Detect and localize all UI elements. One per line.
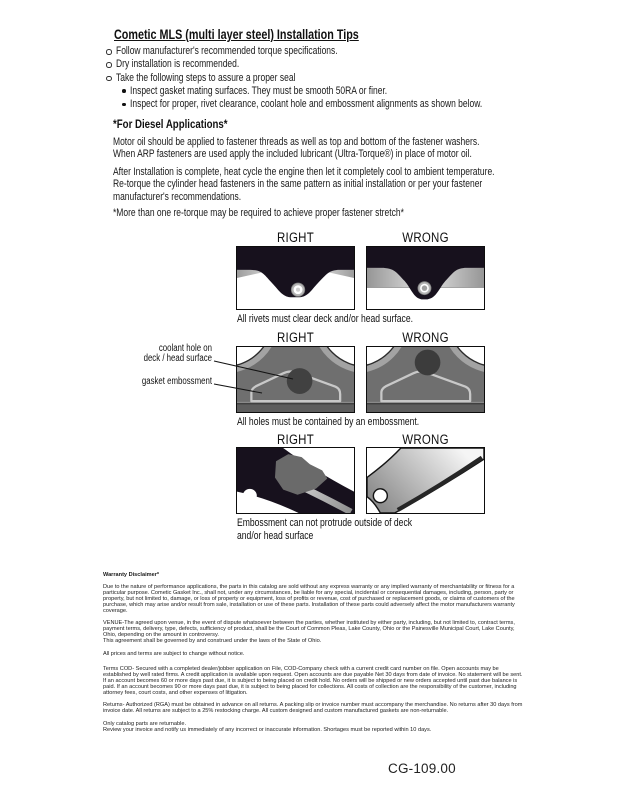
embossment-protrusion-right-diagram bbox=[237, 448, 354, 513]
figure3-wrong-panel bbox=[366, 447, 485, 514]
list-item bbox=[122, 85, 581, 98]
figure2-wrong-label: WRONG bbox=[402, 330, 449, 345]
bullet-text: Follow manufacturer's recommended torque specifications. bbox=[115, 45, 338, 57]
disclaimer-paragraph: Returns- Authorized (RGA) must be obtained in advance on all returns. A packing slip or invoice number must accompany the merchandise. No returns after 30 days from invoice date. All returns are subject to a 25% restocking charge. All custom designed and custom manufactured gaskets are non-returnable. bbox=[103, 702, 523, 714]
open-bullet-icon bbox=[106, 62, 112, 68]
page-number: CG-109.00 bbox=[388, 761, 456, 776]
list-item bbox=[106, 45, 581, 58]
annotation-line: deck / head surface bbox=[143, 353, 212, 365]
warranty-disclaimer bbox=[103, 572, 523, 739]
list-item bbox=[106, 58, 581, 71]
diesel-paragraph-2: After Installation is complete, heat cycle the engine then let it completely cool to ambient temperature. Re-torque the cylinder head fasteners in the same pattern as initial installation or per your fastener manufacturer's recommendations. bbox=[113, 166, 495, 203]
tips-list bbox=[106, 45, 581, 111]
rivet-clearance-wrong-diagram bbox=[367, 247, 484, 309]
figure1-right-label: RIGHT bbox=[277, 230, 314, 245]
rivet-clearance-right-diagram bbox=[237, 247, 354, 309]
figure3-right-panel bbox=[236, 447, 355, 514]
disclaimer-paragraph: All prices and terms are subject to change without notice. bbox=[103, 650, 245, 657]
open-bullet-icon bbox=[106, 49, 112, 55]
disclaimer-paragraph: Only catalog parts are returnable. bbox=[103, 720, 187, 727]
open-bullet-icon bbox=[106, 76, 112, 82]
diesel-paragraph-1: Motor oil should be applied to fastener threads as well as top and bottom of the fastener washers. When ARP fasteners are used apply the included lubricant (Ultra-Torque®) in place of motor oil. bbox=[113, 136, 480, 161]
disclaimer-heading: Warranty Disclaimer* bbox=[103, 572, 160, 578]
embossment-protrusion-wrong-diagram bbox=[367, 448, 484, 513]
figure2-right-label: RIGHT bbox=[277, 330, 314, 345]
list-item bbox=[122, 98, 581, 111]
disclaimer-paragraph: Due to the nature of performance applications, the parts in this catalog are sold without any express warranty or any implied warranty of merchantability or fitness for a particular purpose. Cometic Gasket Inc., shall not, under any circumstances, be liable for any special, incidental or consequential damages, including, person, party or property, but not limited to, damage, or loss of property or equipment, loss of profits or revenue, cost of purchased or replacement goods, or claims of customers of the purchase, which may arise and/or result from sale, installation or use of these parts. Installation of these parts could adversely affect the motor manufacturers warranty coverage. bbox=[103, 583, 515, 614]
figure3-right-label: RIGHT bbox=[277, 432, 314, 447]
disclaimer-paragraph: Terms COD- Secured with a completed dealer/jobber application on File, COD-Company check with a current credit card number on file. Open accounts may be established by well rated firms. A credit application is available upon request. Open accounts are due payable Net 30 days from date of invoice. No statement will be sent. If an account becomes 60 or more days past due, it is subject to being placed on credit hold. No orders will be shipped or new orders accepted until past due balance is paid. If an account becomes 90 or more days past due, it is subject to being placed for collections. All costs of collection are the responsibility of the customer, including attorney fees, court costs, and other expenses of litigation. bbox=[103, 665, 523, 696]
figure3-wrong-label: WRONG bbox=[402, 432, 449, 447]
disclaimer-paragraph-group bbox=[103, 620, 523, 644]
filled-bullet-icon bbox=[122, 89, 126, 93]
disclaimer-paragraph: Review your invoice and notify us immediately of any incorrect or inaccurate information. Shortages must be reported within 10 days. bbox=[103, 726, 432, 733]
bullet-text: Dry installation is recommended. bbox=[115, 58, 239, 71]
disclaimer-paragraph: This agreement shall be governed by and construed under the laws of the State of Ohio. bbox=[103, 638, 322, 644]
figure3-caption-line2: and/or head surface bbox=[237, 529, 314, 542]
hole-embossment-wrong-diagram bbox=[367, 347, 484, 412]
annotation-line: coolant hole on bbox=[158, 343, 212, 354]
annotation-leader-lines bbox=[130, 340, 310, 400]
disclaimer-paragraph: VENUE-The agreed upon venue, in the event of dispute whatsoever between the parties, whether instituted by either party, including, but not limited to, contract terms, payment terms, delivery, type, defects, sufficiency of product, shall be the Court of Common Pleas, Lake County, Ohio or the Painesville Municipal Court, Lake County, Ohio, depending on the amount in controversy. bbox=[103, 620, 515, 638]
gasket-embossment-annotation: gasket embossment bbox=[141, 376, 212, 387]
figure1-wrong-panel bbox=[366, 246, 485, 310]
bullet-text: Take the following steps to assure a proper seal bbox=[115, 71, 295, 84]
bullet-text: Inspect gasket mating surfaces. They must be smooth 50RA or finer. bbox=[129, 84, 387, 97]
filled-bullet-icon bbox=[122, 103, 126, 107]
figure3-caption-line1: Embossment can not protrude outside of deck bbox=[237, 517, 413, 529]
disclaimer-paragraph-group bbox=[103, 721, 523, 733]
figure2-caption: All holes must be contained by an embossment. bbox=[237, 416, 420, 428]
figure2-wrong-panel bbox=[366, 346, 485, 413]
retorque-note: *More than one re-torque may be required to achieve proper fastener stretch* bbox=[113, 207, 404, 219]
figure1-right-panel bbox=[236, 246, 355, 310]
page-title: Cometic MLS (multi layer steel) Installation Tips bbox=[114, 26, 359, 42]
figure1-caption: All rivets must clear deck and/or head surface. bbox=[237, 313, 413, 325]
bullet-text: Inspect for proper, rivet clearance, coolant hole and embossment alignments as shown below. bbox=[129, 98, 482, 111]
list-item bbox=[106, 72, 581, 85]
figure1-wrong-label: WRONG bbox=[402, 230, 449, 245]
diesel-heading: *For Diesel Applications* bbox=[113, 117, 228, 131]
